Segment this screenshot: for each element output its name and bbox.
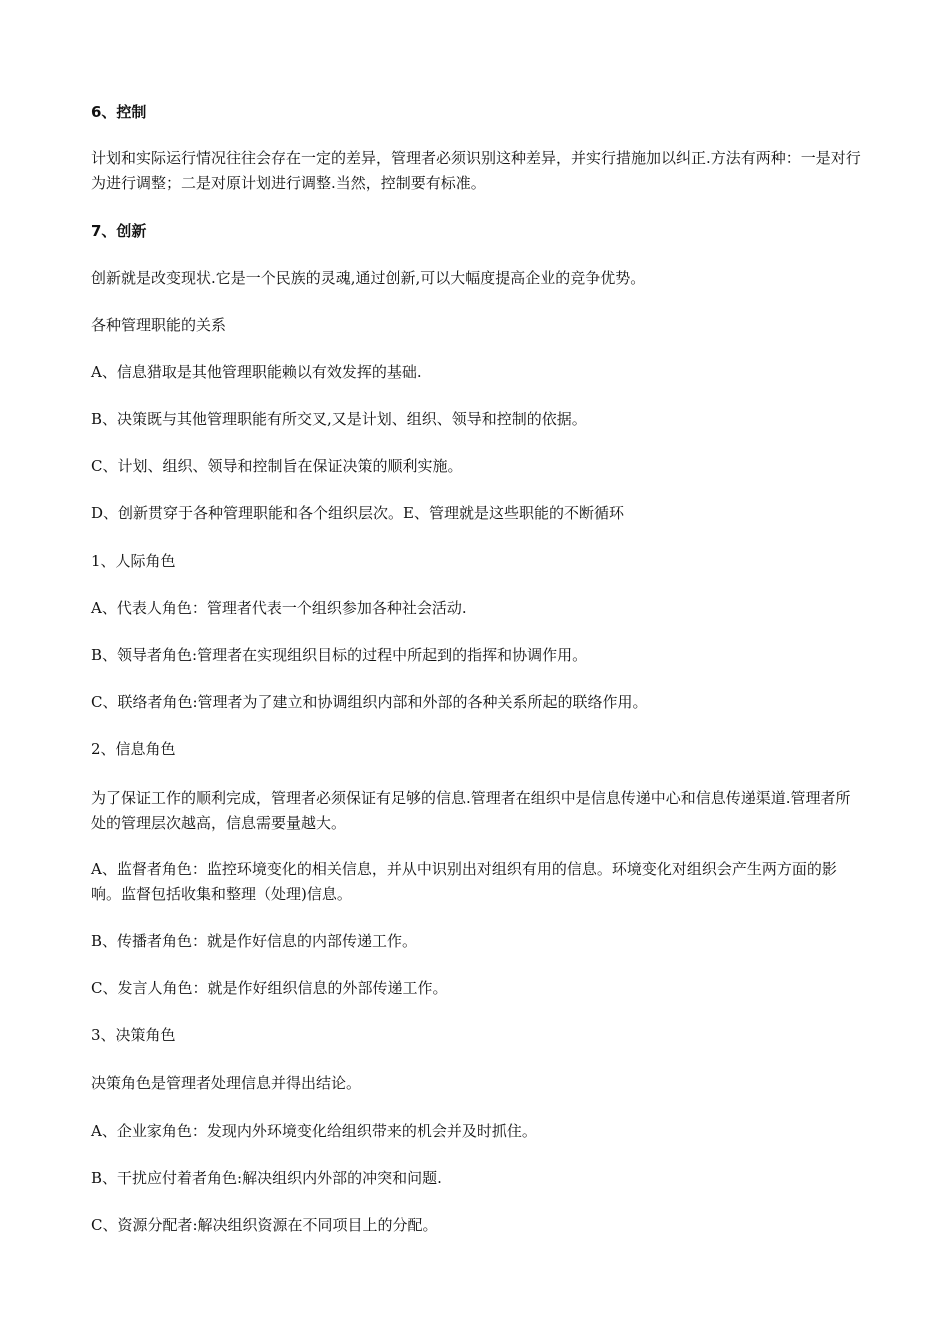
- list-item-relation-c: C、计划、组织、领导和控制旨在保证决策的顺利实施。: [91, 457, 463, 475]
- list-item-spokesperson: C、发言人角色：就是作好组织信息的外部传递工作。: [91, 979, 448, 997]
- paragraph-information-body: 为了保证工作的顺利完成，管理者必须保证有足够的信息.管理者在组织中是信息传递中心和信息传递渠道.管理者所处的管理层次越高，信息需要量越大。: [91, 789, 851, 832]
- list-item-disseminator: B、传播者角色：就是作好信息的内部传递工作。: [91, 932, 418, 950]
- paragraph-control-body: 计划和实际运行情况往往会存在一定的差异，管理者必须识别这种差异，并实行措施加以纠正.方法有两种：一是对行为进行调整；二是对原计划进行调整.当然，控制要有标准。: [91, 149, 861, 192]
- paragraph-decision-body: 决策角色是管理者处理信息并得出结论。: [91, 1074, 362, 1092]
- list-item-leader: B、领导者角色:管理者在实现组织目标的过程中所起到的指挥和协调作用。: [91, 646, 588, 664]
- list-item-entrepreneur: A、企业家角色：发现内外环境变化给组织带来的机会并及时抓住。: [91, 1122, 537, 1140]
- list-item-figurehead: A、代表人角色：管理者代表一个组织参加各种社会活动.: [91, 599, 467, 617]
- list-item-relation-b: B、决策既与其他管理职能有所交叉,又是计划、组织、领导和控制的依据。: [91, 410, 587, 428]
- list-item-monitor: A、监督者角色：监控环境变化的相关信息，并从中识别出对组织有用的信息。环境变化对组织会产生两方面的影响。监督包括收集和整理（处理)信息。: [91, 860, 837, 903]
- list-item-resource-allocator: C、资源分配者:解决组织资源在不同项目上的分配。: [91, 1216, 438, 1234]
- list-item-liaison: C、联络者角色:管理者为了建立和协调组织内部和外部的各种关系所起的联络作用。: [91, 693, 648, 711]
- paragraph-decision-role: 3、决策角色: [91, 1026, 176, 1044]
- list-item-relation-d: D、创新贯穿于各种管理职能和各个组织层次。E、管理就是这些职能的不断循环: [91, 504, 624, 522]
- heading-control: 6、控制: [91, 103, 147, 121]
- heading-innovation: 7、创新: [91, 222, 147, 240]
- list-item-disturbance-handler: B、干扰应付着者角色:解决组织内外部的冲突和问题.: [91, 1169, 442, 1187]
- paragraph-innovation-body: 创新就是改变现状.它是一个民族的灵魂,通过创新,可以大幅度提高企业的竞争优势。: [91, 269, 646, 287]
- paragraph-interpersonal-role: 1、人际角色: [91, 552, 176, 570]
- paragraph-relations-title: 各种管理职能的关系: [91, 316, 227, 334]
- paragraph-information-role: 2、信息角色: [91, 740, 176, 758]
- list-item-relation-a: A、信息猎取是其他管理职能赖以有效发挥的基础.: [91, 363, 422, 381]
